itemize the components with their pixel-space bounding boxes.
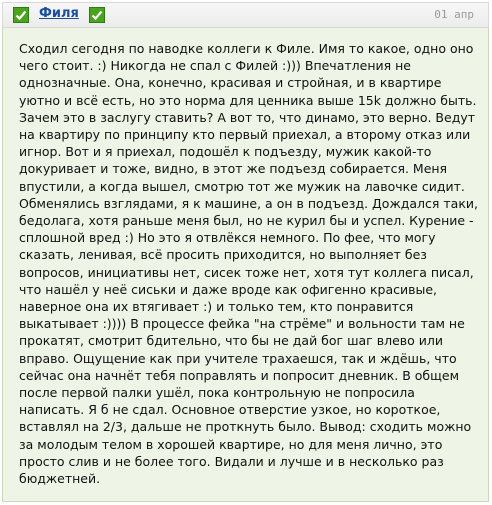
review-header <box>2 2 489 28</box>
review-date: 01 апр <box>434 8 474 21</box>
review-body <box>2 28 489 502</box>
author-link[interactable]: Филя <box>39 6 79 21</box>
green-check-icon <box>13 7 29 23</box>
green-check-icon <box>89 7 105 23</box>
review-card <box>2 2 489 502</box>
review-text: Сходил сегодня по наводке коллеги к Филе. Имя то какое, одно оно чего стоит. :) Никогда не спал с Филей :))) Впечатления не однозначные. Она, конечно, красивая и стройная, и в квартире уютно и всё есть, но это норма для ценника выше 15k должно быть. Зачем это в заслугу ставить? А вот то, что динамо, это верно. Ведут на квартиру по принципу кто первый приехал, а второму отказ или игнор. Вот и я приехал, подошёл к подъезду, мужик какой-то докуривает и тоже, видно, в этот же подъезд собирается. Меня впустили, а когда вышел, смотрю тот же мужик на лавочке сидит. Обменялись взглядами, я к машине, а он в подъезд. Дождался таки, бедолага, хотя раньше меня был, но не курил бы и успел. Курение - сплошной вред :) Но это я отвлёкся немного. По фее, что могу сказать, ленивая, всё просить приходится, но выполняет без вопросов, инициативы нет, сисек тоже нет, хотя тут коллега писал, что нашёл у неё сиськи и даже вроде как офигенно красивые, наверное она их втягивает :) и только тем, кто понравится выкатывает :)))) В процессе фейка "на стрёме" и вольности там не прокатят, смотрит бдительно, что бы не дай бог шаг влево или вправо. Ощущение как при учителе трахаешся, так и ждёшь, что сейчас она начнёт тебя поправлять и попросит дневник. В общем после первой палки ушёл, пока контрольную не попросила написать. Я б не сдал. Основное отверстие узкое, но короткое, вставлял на 2/3, дальше не проткнуть было. Вывод: сходить можно за молодым телом в хорошей квартире, но для меня лично, это просто слив и не более того. Видали и лучше и в несколько раз бюджетней. <box>19 41 478 487</box>
